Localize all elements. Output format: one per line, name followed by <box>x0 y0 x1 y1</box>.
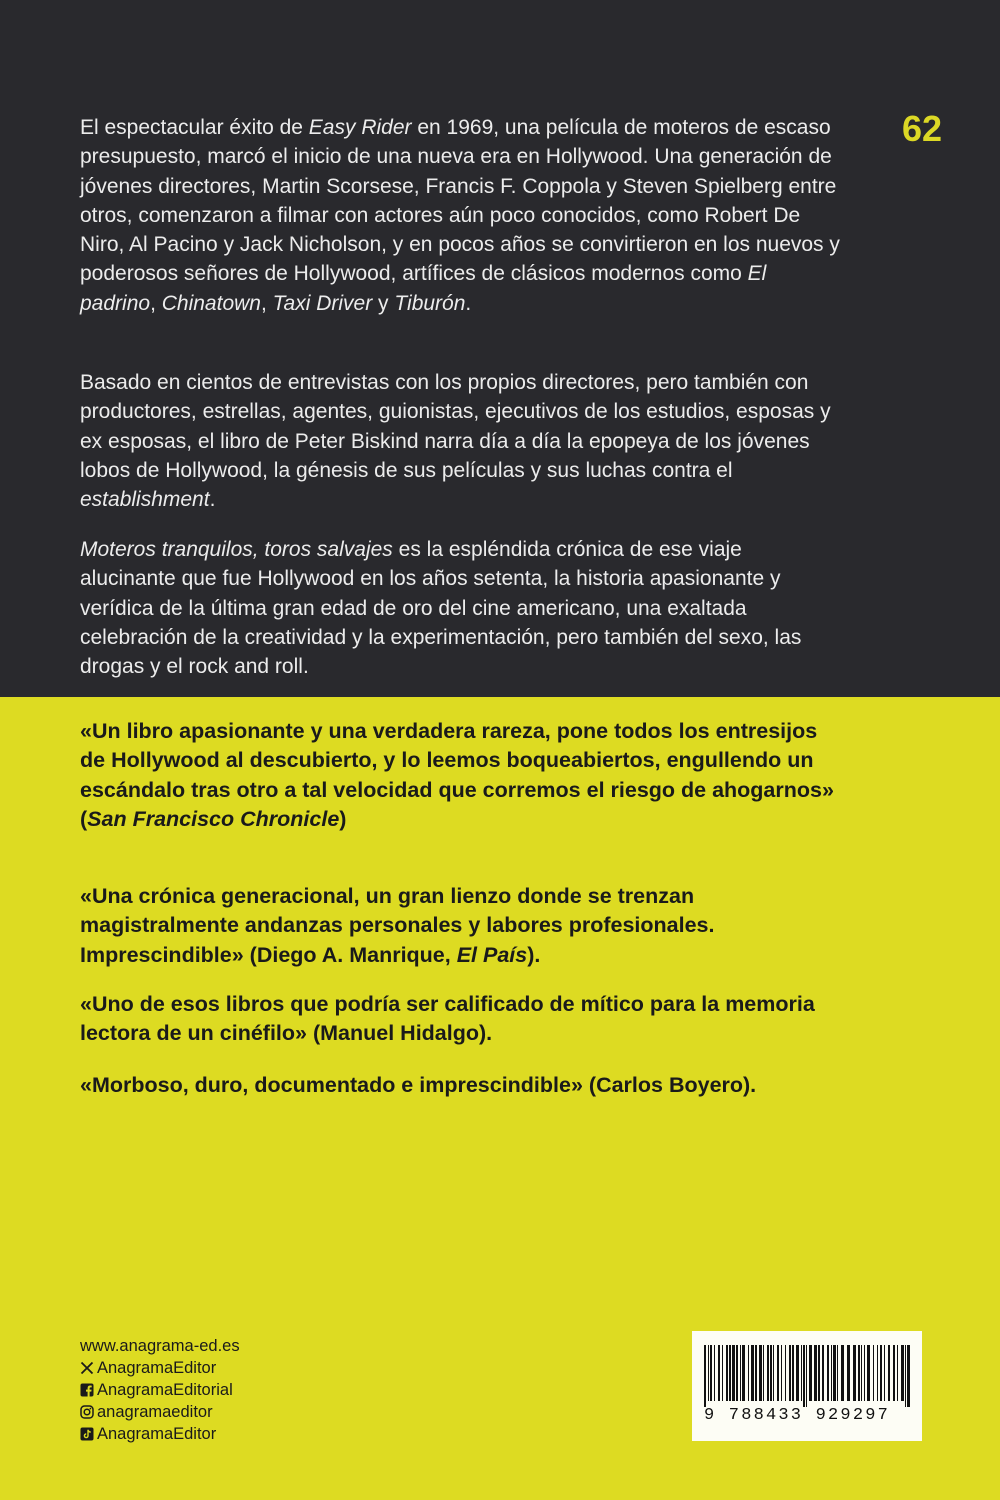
instagram-handle: anagramaeditor <box>97 1403 213 1421</box>
tiktok-handle: AnagramaEditor <box>97 1425 217 1443</box>
italic-title: El padrino <box>80 262 767 315</box>
website-link[interactable] <box>80 1335 240 1357</box>
website-text: www.anagrama-ed.es <box>80 1337 240 1355</box>
tiktok-icon <box>80 1427 94 1441</box>
x-icon <box>80 1361 94 1375</box>
italic-title: Taxi Driver <box>272 291 373 315</box>
facebook-handle: AnagramaEditorial <box>97 1381 233 1399</box>
instagram-icon <box>80 1405 94 1419</box>
press-quote-4: «Morboso, duro, documentado e imprescindible» (Carlos Boyero). <box>80 1073 757 1097</box>
series-number: 62 <box>902 108 943 149</box>
italic-title: establishment <box>80 488 210 512</box>
facebook-link[interactable] <box>80 1379 240 1401</box>
press-quote-1: «Un libro apasionante y una verdadera rareza, pone todos los entresijos de Hollywood al descubierto, y lo leemos boqueabiertos, engullendo un escándalo tras otro a tal velocidad que corremos el riesgo de ahogarnos» (San Francisco Chronicle) <box>80 719 834 831</box>
italic-title: Tiburón <box>394 291 466 315</box>
italic-title: Easy Rider <box>308 116 412 139</box>
italic-title: Moteros tranquilos, toros salvajes <box>80 538 393 561</box>
isbn-number: 9 788433 929297 <box>704 1406 891 1425</box>
italic-title: Chinatown <box>161 291 261 315</box>
instagram-link[interactable] <box>80 1401 240 1423</box>
barcode-icon <box>702 1345 912 1407</box>
italic-title: El País <box>456 942 528 967</box>
blurb-paragraph-1: El espectacular éxito de Easy Rider en 1969, una película de moteros de escaso presupuesto, marcó el inicio de una nueva era en Hollywood. Una generación de jóvenes directores, Martin Scorsese, Francis F. Coppola y Steven Spielberg entre otros, comenzaron a filmar con actores aún poco conocidos, como Robert De Niro, Al Pacino y Jack Nicholson, y en pocos años se convirtieron en los nuevos y poderosos señores de Hollywood, artífices de clásicos modernos como El padrino, Chinatown, Taxi Driver y Tiburón. <box>80 116 840 315</box>
publisher-contacts <box>80 1335 240 1445</box>
blurb-paragraph-2: Basado en cientos de entrevistas con los propios directores, pero también con productores, estrellas, agentes, guionistas, ejecutivos de los estudios, esposas y ex esposas, el libro de Peter Biskind narra día a día la epopeya de los jóvenes lobos de Hollywood, la génesis de sus películas y sus luchas contra el establishment. <box>80 371 831 512</box>
x-link[interactable] <box>80 1357 240 1379</box>
press-quote-3: «Uno de esos libros que podría ser calificado de mítico para la memoria lectora de un cinéfilo» (Manuel Hidalgo). <box>80 992 815 1046</box>
x-handle: AnagramaEditor <box>97 1359 217 1377</box>
isbn-barcode <box>692 1331 922 1441</box>
tiktok-link[interactable] <box>80 1423 240 1445</box>
press-quote-2: «Una crónica generacional, un gran lienzo donde se trenzan magistralmente andanzas personales y labores profesionales. Imprescindible» (Diego A. Manrique, El País). <box>80 884 715 967</box>
italic-title: San Francisco Chronicle <box>87 806 340 831</box>
facebook-icon <box>80 1383 94 1397</box>
blurb-paragraph-3: Moteros tranquilos, toros salvajes es la espléndida crónica de ese viaje alucinante que fue Hollywood en los años setenta, la historia apasionante y verídica de la última gran edad de oro del cine americano, una exaltada celebración de la creatividad y la experimentación, pero también del sexo, las drogas y el rock and roll. <box>80 538 802 679</box>
